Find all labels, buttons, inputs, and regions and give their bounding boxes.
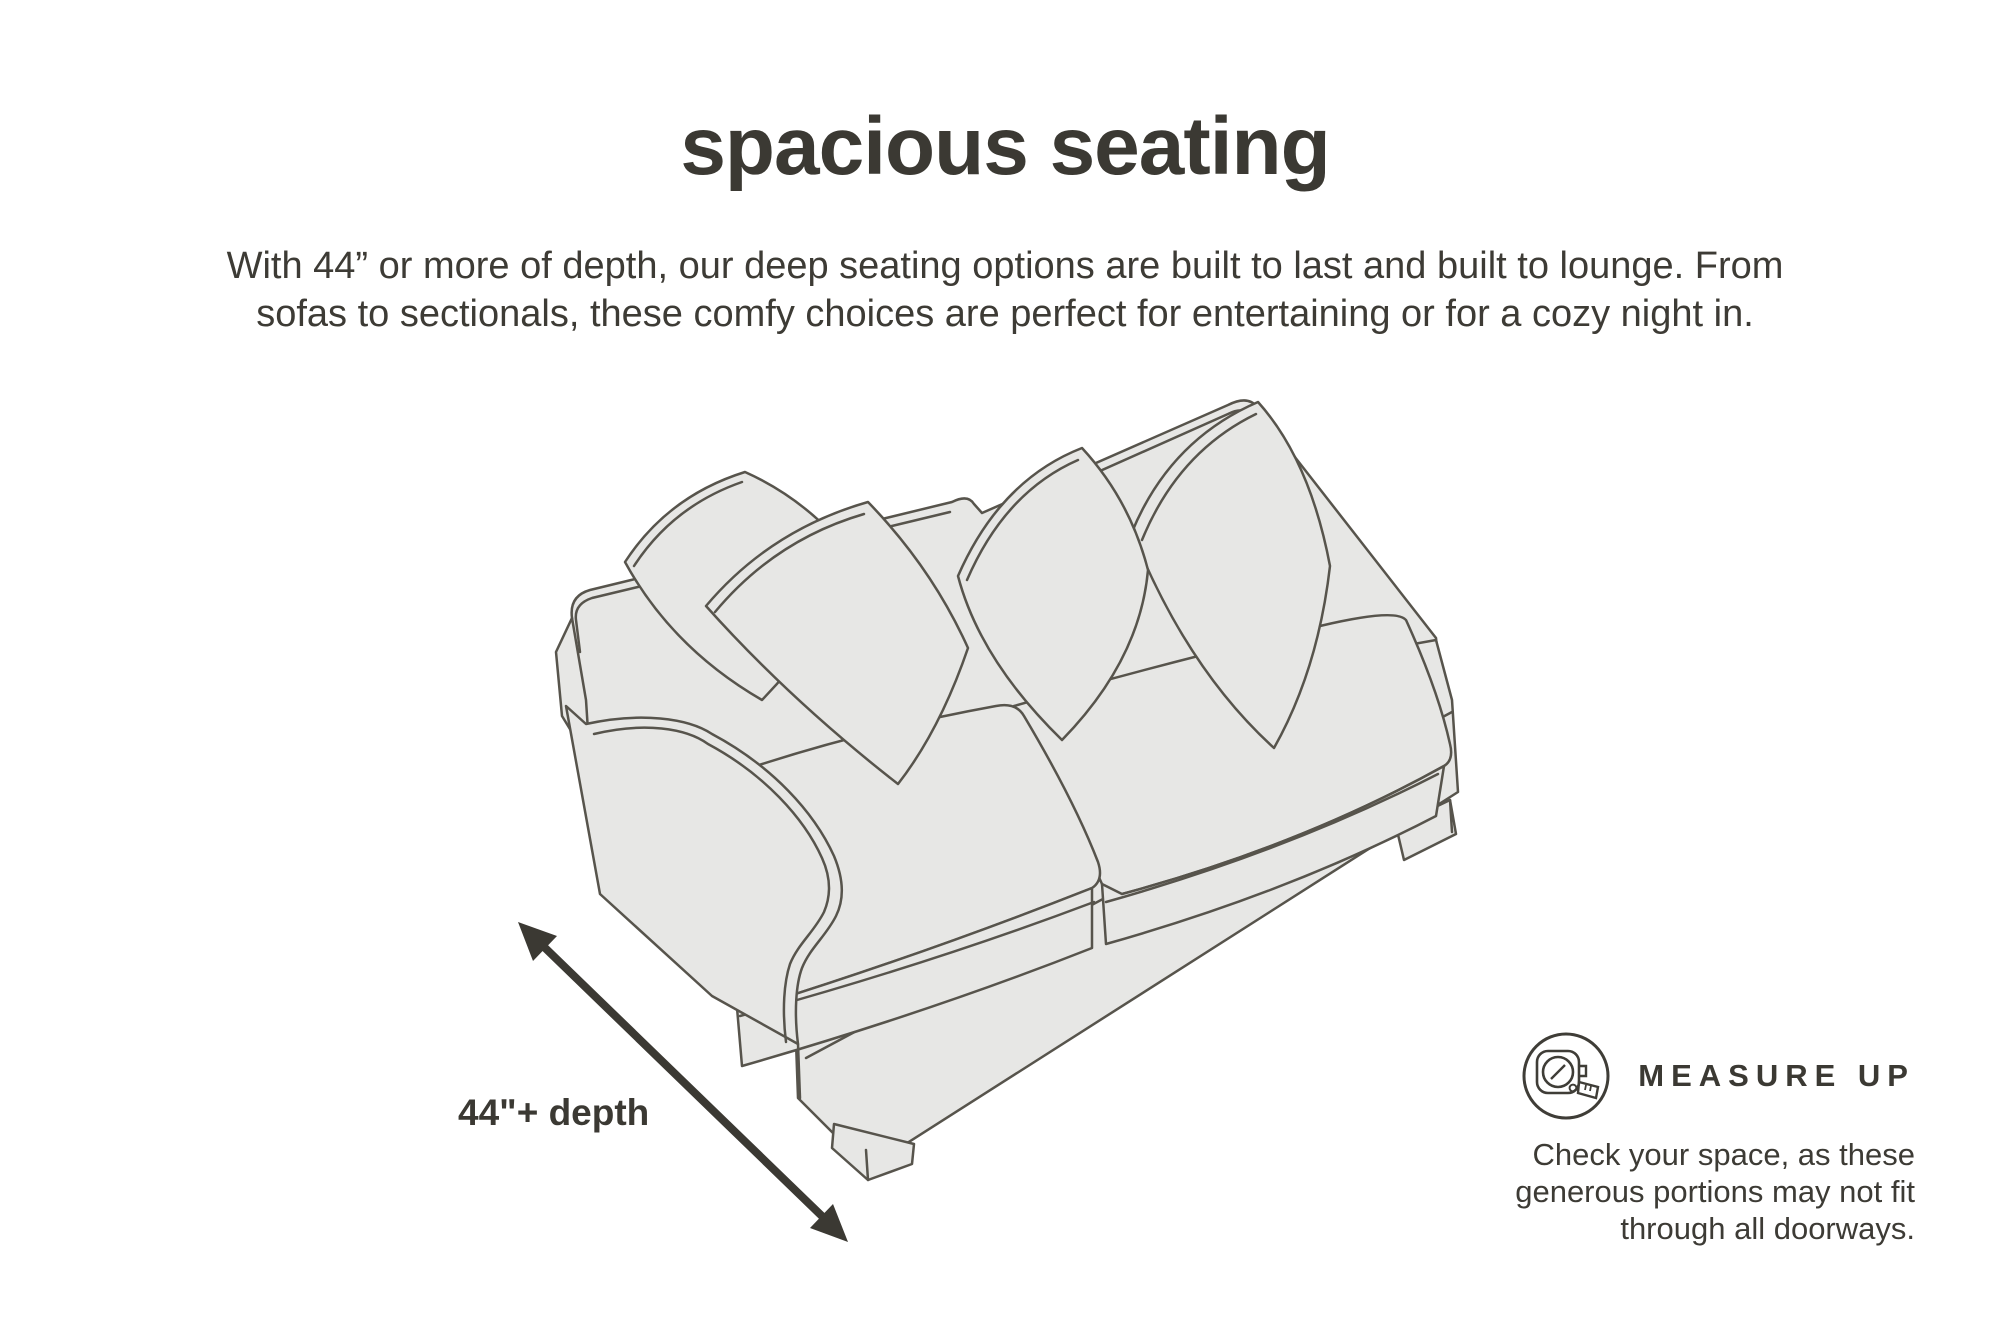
subtitle-line-2: sofas to sectionals, these comfy choices are perfect for entertaining or for a cozy night in. xyxy=(256,293,1754,335)
measure-up-section xyxy=(1395,1030,1915,1247)
measure-up-header xyxy=(1395,1030,1915,1122)
measure-up-heading: MEASURE UP xyxy=(1638,1058,1915,1093)
measure-up-body-line-1: Check your space, as these xyxy=(1532,1137,1915,1172)
page-title: spacious seating xyxy=(680,101,1330,192)
measure-up-body xyxy=(1395,1136,1915,1247)
depth-label: 44"+ depth xyxy=(458,1092,650,1133)
measure-up-body-line-2: generous portions may not fit xyxy=(1515,1174,1915,1209)
subtitle-line-1: With 44” or more of depth, our deep seating options are built to last and built to lounge. From xyxy=(226,245,1784,287)
measure-up-body-line-3: through all doorways. xyxy=(1620,1211,1915,1246)
tape-measure-icon xyxy=(1520,1030,1612,1122)
